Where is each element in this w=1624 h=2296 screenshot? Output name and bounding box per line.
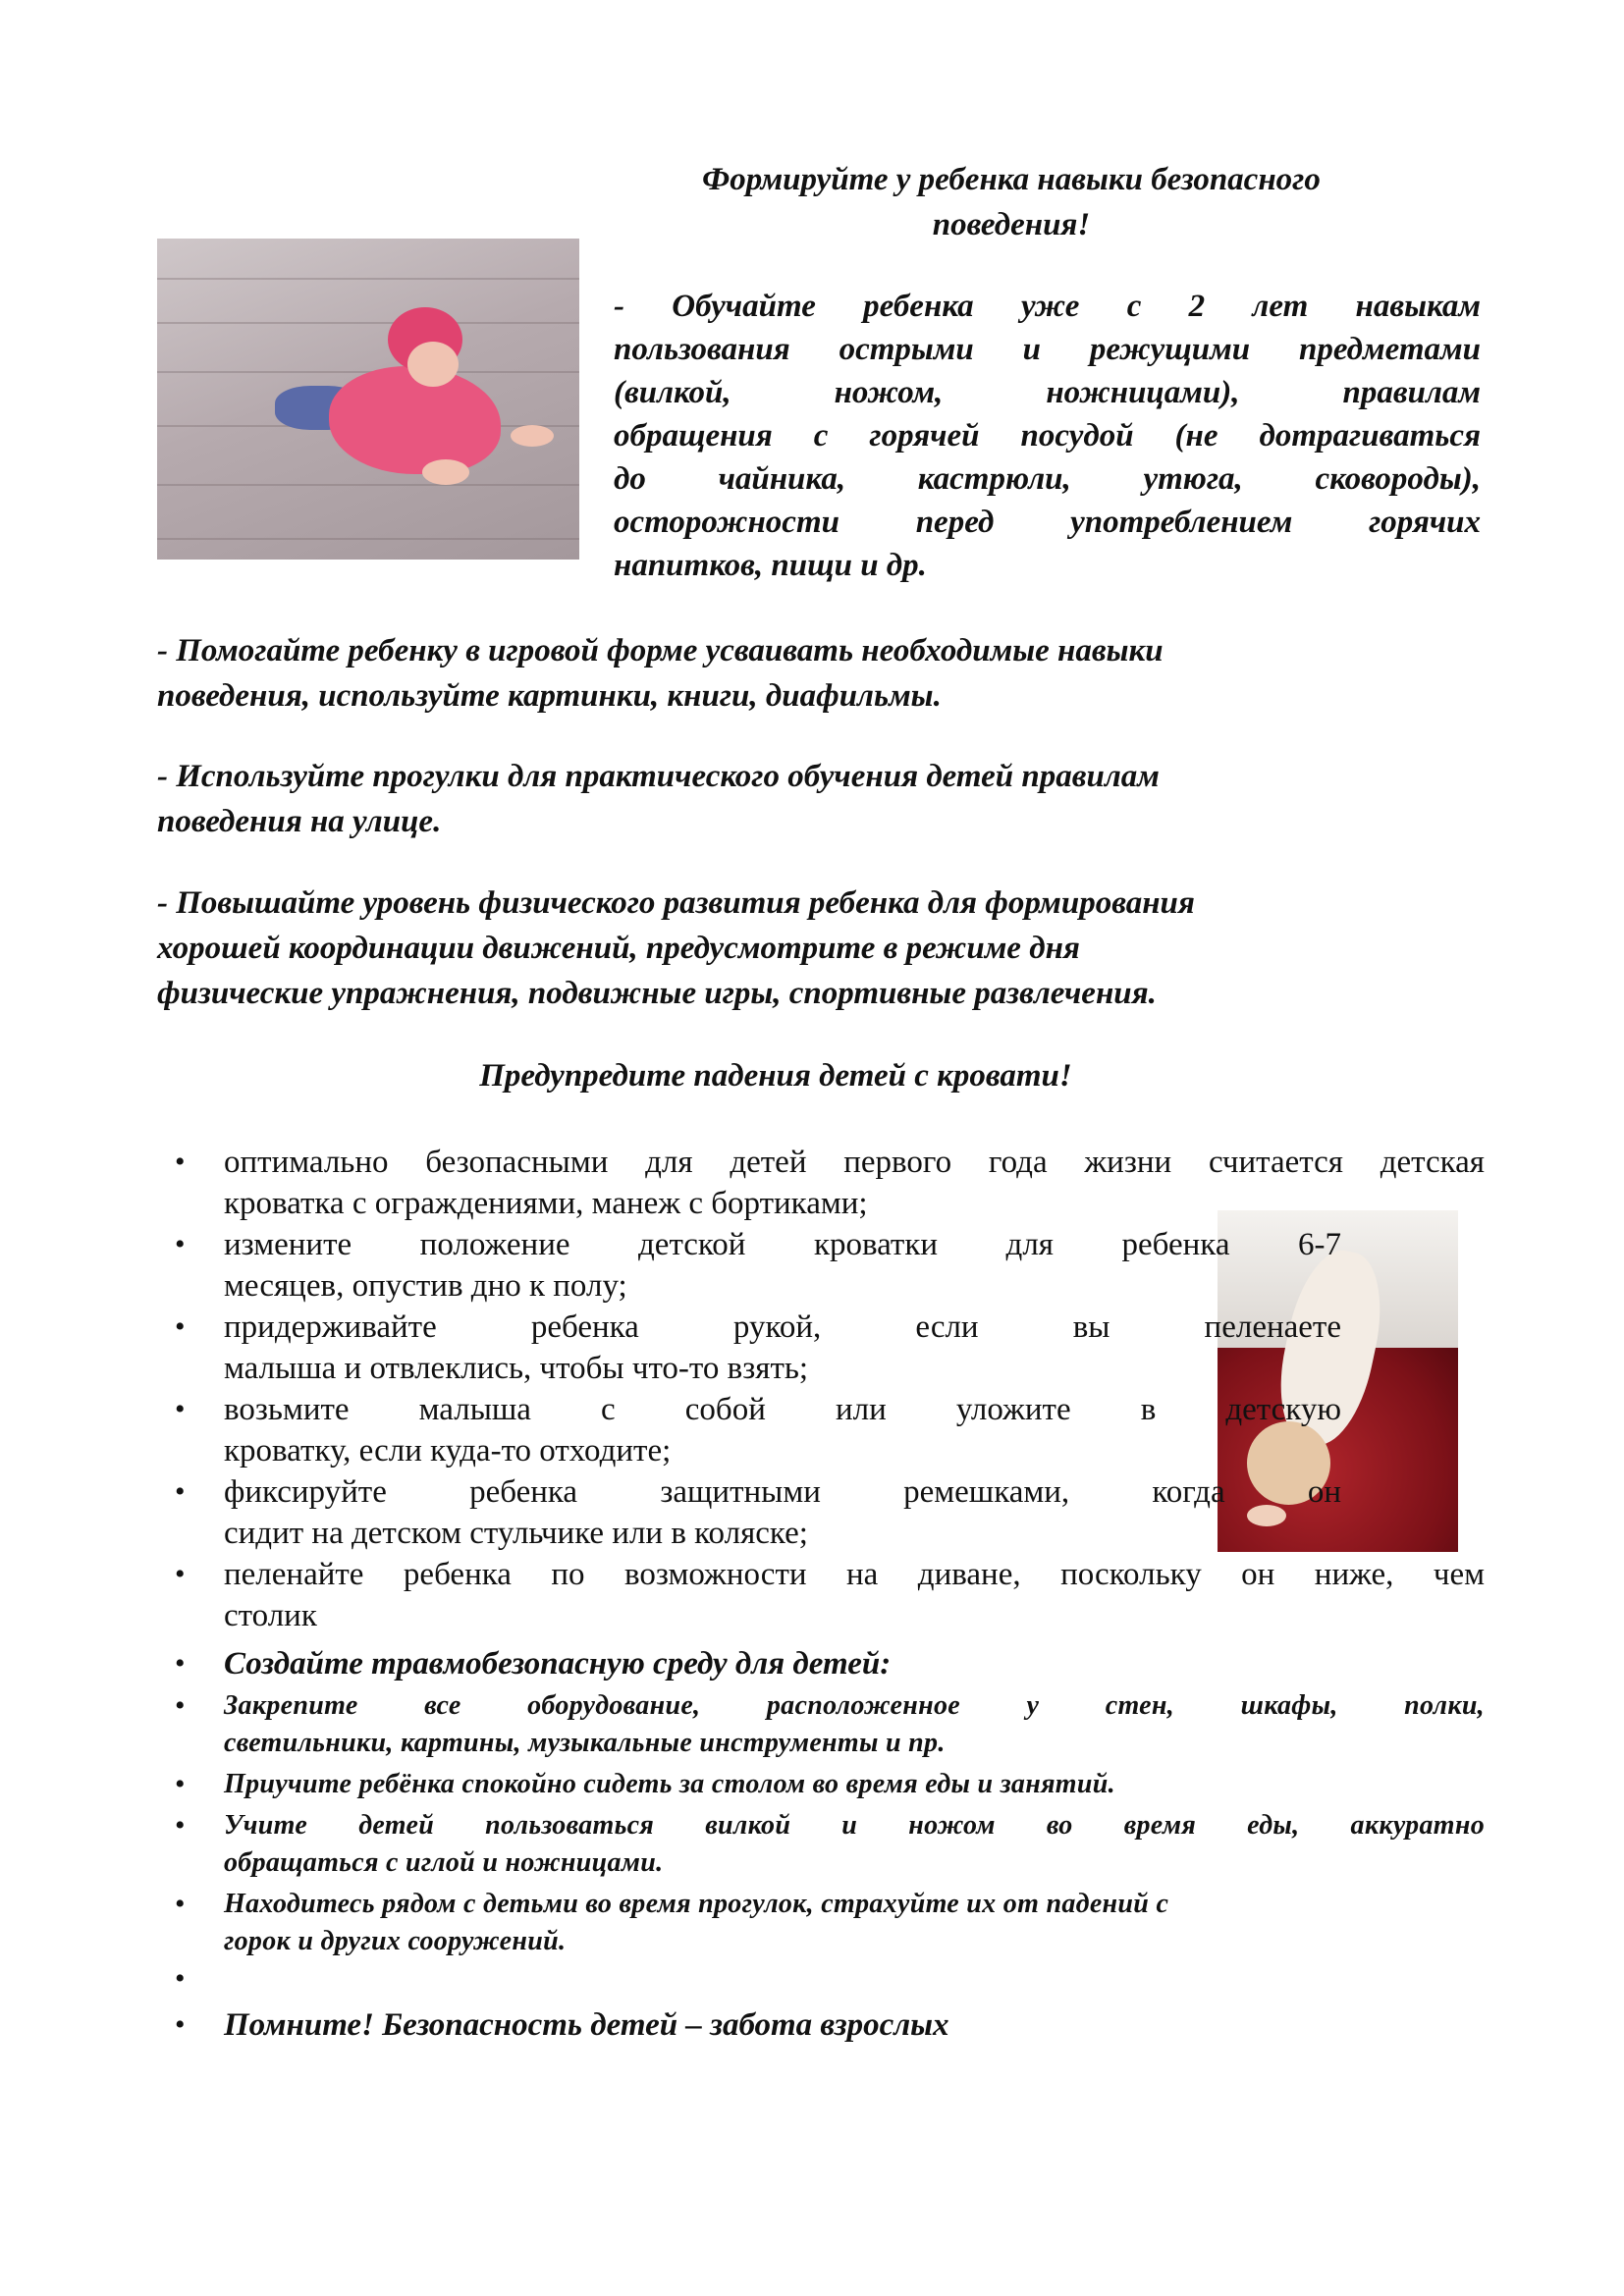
paragraph-line: поведения на улице. <box>157 804 442 839</box>
list-item-line: обращаться с иглой и ножницами. <box>224 1847 664 1878</box>
list-item-line: • Учите детей пользоваться вилкой и ножом во время еды, аккуратно <box>224 1810 1485 1841</box>
list-item-line: сидит на детском стульчике или в коляске; <box>224 1516 808 1551</box>
paragraph-line: до чайника, кастрюли, утюга, сковороды), <box>614 461 1481 497</box>
paragraph-physical-development <box>157 881 1483 1016</box>
list-item <box>157 1471 1341 1554</box>
list-item <box>157 1766 1485 1803</box>
paragraph-line: осторожности перед употреблением горячих <box>614 505 1481 540</box>
list-item-line: • придерживайте ребенка рукой, если вы пеленаете <box>224 1309 1341 1345</box>
list-item-line: • оптимально безопасными для детей первого года жизни считается детская <box>224 1145 1485 1180</box>
list-item-line: столик <box>224 1598 317 1633</box>
list-item-line: • Приучите ребёнка спокойно сидеть за столом во время еды и занятий. <box>224 1769 1115 1799</box>
paragraph-game-form <box>157 628 1483 719</box>
paragraph-line: - Используйте прогулки для практического обучения детей правилам <box>157 759 1160 794</box>
list-item-line: месяцев, опустив дно к полу; <box>224 1268 627 1304</box>
list-item-closing <box>157 2003 1485 2047</box>
list-item <box>157 1307 1341 1389</box>
photo-toddler-crawling <box>157 239 579 560</box>
list-item-line: • Помните! Безопасность детей – забота взрослых <box>224 2007 949 2043</box>
paragraph-walks <box>157 754 1483 844</box>
list-item-line: кроватку, если куда-то отходите; <box>224 1433 672 1468</box>
paragraph-line: - Повышайте уровень физического развития ребенка для формирования <box>157 885 1195 921</box>
safety-bullet-list <box>157 1142 1485 2047</box>
list-item <box>157 1142 1485 1224</box>
list-item <box>157 1389 1341 1471</box>
list-item-line: горок и других сооружений. <box>224 1926 567 1956</box>
list-item-line: • Закрепите все оборудование, расположенное у стен, шкафы, полки, <box>224 1690 1485 1721</box>
list-item-line: • возьмите малыша с собой или уложите в детскую <box>224 1392 1341 1427</box>
paragraph-line: (вилкой, ножом, ножницами), правилам <box>614 375 1481 410</box>
title-line-1: Формируйте у ребенка навыки безопасного <box>702 162 1321 197</box>
list-item-line: • измените положение детской кроватки для ребенка 6-7 <box>224 1227 1341 1262</box>
paragraph-line: - Обучайте ребенка уже с 2 лет навыкам <box>614 289 1481 324</box>
paragraph-line: - Помогайте ребенку в игровой форме усваивать необходимые навыки <box>157 633 1164 668</box>
list-item <box>157 1687 1485 1762</box>
list-item-empty <box>157 1960 1485 2003</box>
list-item <box>157 1886 1485 1960</box>
list-item <box>157 1224 1341 1307</box>
list-item-line: кроватка с ограждениями, манеж с бортиками; <box>224 1186 868 1221</box>
list-item-line: • Создайте травмобезопасную среду для детей: <box>224 1646 892 1682</box>
paragraph-line: физические упражнения, подвижные игры, спортивные развлечения. <box>157 976 1157 1011</box>
paragraph-line: хорошей координации движений, предусмотрите в режиме дня <box>157 931 1080 966</box>
list-item-line: малыша и отвлеклись, чтобы что-то взять; <box>224 1351 809 1386</box>
list-item <box>157 1807 1485 1882</box>
paragraph-line: поведения, используйте картинки, книги, диафильмы. <box>157 678 942 714</box>
section-subtitle: Предупредите падения детей с кровати! <box>479 1058 1072 1094</box>
list-item-line: • пеленайте ребенка по возможности на диване, поскольку он ниже, чем <box>224 1557 1485 1592</box>
list-item-line: • Находитесь рядом с детьми во время прогулок, страхуйте их от падений с <box>224 1889 1169 1919</box>
list-item <box>157 1554 1485 1636</box>
paragraph-line: напитков, пищи и др. <box>614 548 927 583</box>
paragraph-line: обращения с горячей посудой (не дотрагиваться <box>614 418 1481 454</box>
page-title <box>609 157 1414 247</box>
list-item-heading <box>157 1642 1485 1685</box>
list-item-line: • фиксируйте ребенка защитными ремешками, когда он <box>224 1474 1341 1510</box>
paragraph-sharp-objects <box>614 285 1481 587</box>
title-line-2: поведения! <box>932 207 1091 242</box>
paragraph-line: пользования острыми и режущими предметами <box>614 332 1481 367</box>
list-item-line: светильники, картины, музыкальные инструменты и пр. <box>224 1728 946 1758</box>
